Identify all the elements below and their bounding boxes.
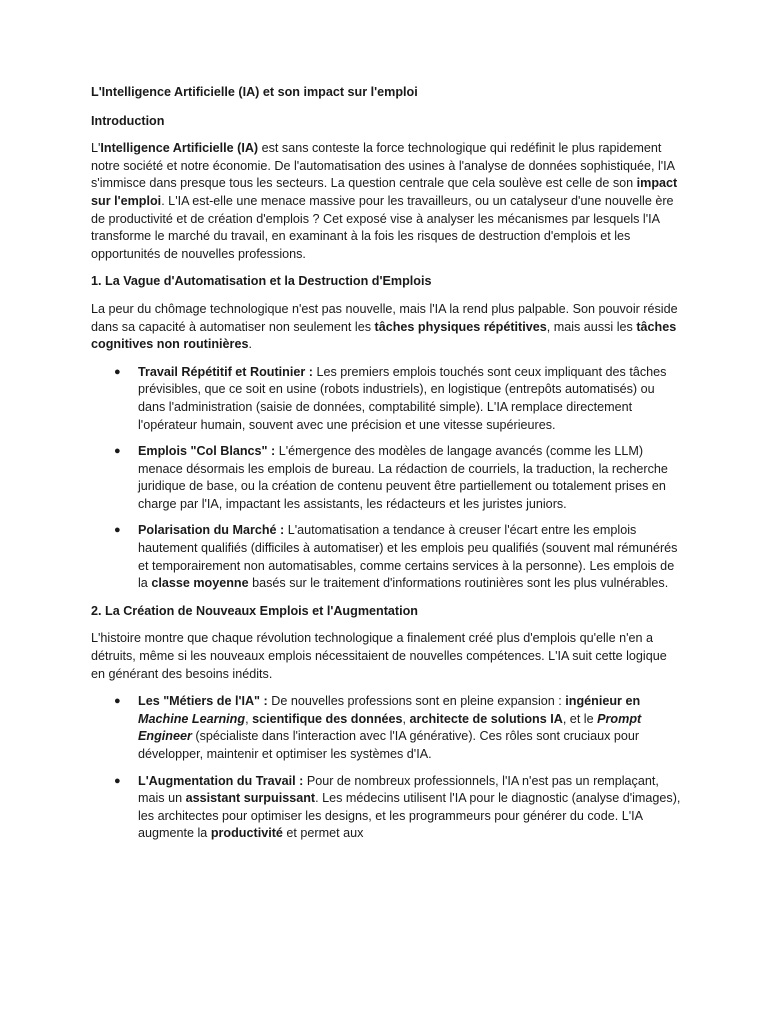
- list-item-label: Polarisation du Marché :: [138, 523, 285, 538]
- list-item-text: L'automatisation a tendance à creuser l'écart entre les emplois hautement qualifiés (difficiles à automatiser) et les emplois peu qualifiés (souvent mal rémunérés et temporairement non automatisables, comme certains services à la personne). Les emplois de la: [138, 523, 678, 591]
- heading-section-2: 2. La Création de Nouveaux Emplois et l'Augmentation: [91, 603, 418, 618]
- bold-term: tâches physiques répétitives: [374, 319, 547, 334]
- bullet-icon: ●: [114, 774, 121, 787]
- heading-section-1: 1. La Vague d'Automatisation et la Destruction d'Emplois: [91, 274, 432, 289]
- bullet-icon: ●: [114, 365, 121, 378]
- list-item-label: Emplois "Col Blancs" :: [138, 444, 276, 459]
- bold-term: tâches cognitives non routinières: [91, 319, 677, 352]
- list-item-text: Pour de nombreux professionnels, l'IA n'est pas un remplaçant, mais un: [138, 773, 659, 806]
- list-item-text: ,: [245, 711, 253, 726]
- list-item-text: L'émergence des modèles de langage avancés (comme les LLM) menace désormais les emplois de bureau. La rédaction de courriels, la traduction, la recherche juridique de base, ou la création de contenu peuvent être partiellement ou totalement prises en charge par l'IA, impactant les assistants, les rédacteurs et les juristes juniors.: [138, 444, 668, 511]
- text-run: La peur du chômage technologique n'est pas nouvelle, mais l'IA la rend plus palpable. Son pouvoir réside dans sa capacité à automatiser non seulement les: [91, 301, 678, 334]
- bold-term: assistant surpuissant: [185, 791, 316, 806]
- list-item-text: Les premiers emplois touchés sont ceux impliquant des tâches prévisibles, que ce soit en usine (robots industriels), en logistique (entrepôts automatisés) ou dans l'administration (saisie de données, comptabilité simple). L'IA remplace directement l'opérateur humain, souvent avec une précision et une vitesse supérieures.: [138, 364, 667, 432]
- intro-paragraph: [91, 140, 682, 263]
- text-run: , mais aussi les: [546, 319, 637, 334]
- bullet-icon: ●: [114, 695, 121, 708]
- bold-term: Intelligence Artificielle (IA): [100, 141, 259, 156]
- section-1-paragraph: [91, 301, 682, 354]
- text-run: .: [248, 337, 252, 352]
- list-item: [91, 443, 682, 513]
- bold-term: impact sur l'emploi: [91, 176, 678, 208]
- list-item: [91, 693, 682, 763]
- list-item: [91, 364, 682, 434]
- heading-introduction: Introduction: [91, 113, 165, 128]
- bold-term: scientifique des données: [252, 711, 403, 726]
- list-item-label: Les "Métiers de l'IA" :: [138, 694, 268, 709]
- bullet-icon: ●: [114, 445, 121, 458]
- bullet-icon: ●: [114, 524, 121, 537]
- text-run: . L'IA est-elle une menace massive pour les travailleurs, ou un catalyseur d'une nouvelle ère de productivité et de création d'emplois ? Cet exposé vise à analyser les mécanismes par lesquels l'IA transforme le marché du travail, en examinant à la fois les risques de destruction d'emplois et les opportunités de nouvelles professions.: [91, 193, 674, 261]
- section-2-paragraph: L'histoire montre que chaque révolution technologique a finalement créé plus d'emplois qu'elle n'en a détruits, même si les nouveaux emplois nécessitaient de nouvelles compétences. L'IA suit cette logique en générant des besoins inédits.: [91, 631, 667, 681]
- document-title: L'Intelligence Artificielle (IA) et son impact sur l'emploi: [91, 85, 418, 99]
- list-item-label: L'Augmentation du Travail :: [138, 773, 304, 788]
- bold-italic-term: Machine Learning: [138, 711, 246, 726]
- list-item-text: basés sur le traitement d'informations routinières sont les plus vulnérables.: [248, 576, 669, 591]
- text-run: L': [91, 141, 101, 156]
- list-item-label: Travail Répétitif et Routinier :: [138, 364, 313, 379]
- list-item-text: . Les médecins utilisent l'IA pour le diagnostic (analyse d'images), les architectes pour optimiser les designs, et les programmeurs pour générer du code. L'IA augmente la: [138, 791, 681, 841]
- section-2-list: [91, 693, 682, 843]
- list-item-text: De nouvelles professions sont en pleine expansion :: [267, 694, 566, 709]
- list-item: [91, 522, 682, 592]
- bold-term: classe moyenne: [151, 576, 249, 591]
- text-run: est sans conteste la force technologique qui redéfinit le plus rapidement notre société et notre économie. De l'automatisation des usines à l'analyse de données sophistiquée, l'IA s'immisce dans presque tous les secteurs. La question centrale que cela soulève est celle de son: [91, 141, 675, 191]
- list-item-text: et permet aux: [282, 826, 364, 841]
- bold-term: architecte de solutions IA: [409, 711, 563, 726]
- list-item-text: , et le: [562, 711, 598, 726]
- section-1-list: [91, 364, 682, 593]
- bold-term: ingénieur en: [565, 694, 641, 709]
- bold-term: productivité: [210, 826, 283, 841]
- list-item-text: (spécialiste dans l'interaction avec l'IA générative). Ces rôles sont cruciaux pour développer, maintenir et optimiser les systèmes d'IA.: [138, 729, 640, 761]
- list-item: [91, 773, 682, 843]
- bold-italic-term: Prompt Engineer: [138, 711, 642, 744]
- list-item-text: ,: [402, 711, 410, 726]
